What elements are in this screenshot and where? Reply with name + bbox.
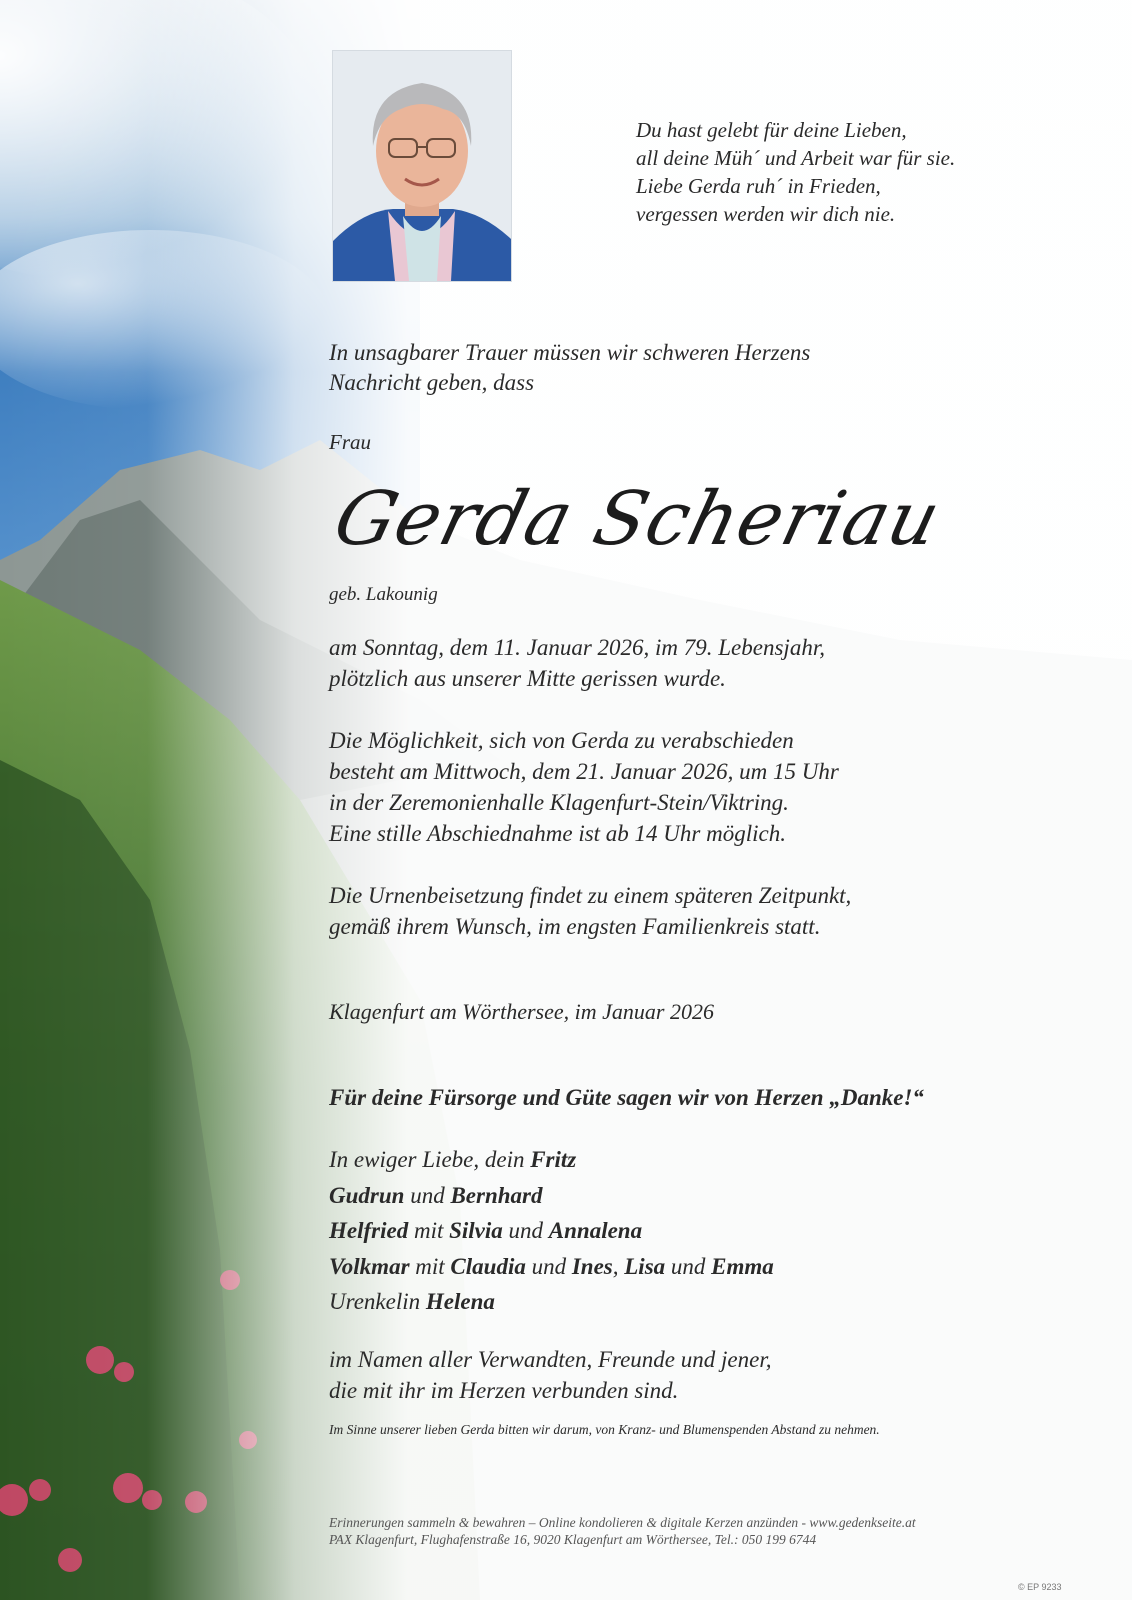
farewell-line: Die Möglichkeit, sich von Gerda zu verabschieden bbox=[329, 728, 794, 753]
farewell-info bbox=[329, 725, 839, 849]
urn-line: gemäß ihrem Wunsch, im engsten Familienkreis statt. bbox=[329, 914, 821, 939]
print-code: © EP 9233 bbox=[1018, 1582, 1062, 1592]
urn-line: Die Urnenbeisetzung findet zu einem späteren Zeitpunkt, bbox=[329, 883, 852, 908]
intro-line: Nachricht geben, dass bbox=[329, 370, 535, 395]
family-member-name: Helena bbox=[425, 1289, 495, 1314]
family-member-name: Annalena bbox=[548, 1218, 643, 1243]
poem-line: Liebe Gerda ruh´ in Frieden, bbox=[636, 174, 881, 198]
death-notice bbox=[329, 632, 825, 694]
family-member-name: Lisa bbox=[624, 1253, 666, 1279]
birth-name: geb. Lakounig bbox=[329, 584, 438, 605]
portrait-illustration bbox=[333, 51, 511, 281]
portrait-photo bbox=[332, 50, 512, 282]
family-text: mit bbox=[408, 1218, 450, 1243]
family-text: mit bbox=[409, 1253, 451, 1279]
place-date: Klagenfurt am Wörthersee, im Januar 2026 bbox=[329, 999, 714, 1024]
family-list bbox=[329, 1142, 774, 1320]
family-line bbox=[329, 1213, 774, 1249]
family-member-name: Volkmar bbox=[329, 1253, 410, 1279]
family-line bbox=[329, 1284, 774, 1320]
family-line bbox=[329, 1178, 774, 1214]
poem-line: all deine Müh´ und Arbeit war für sie. bbox=[636, 146, 956, 170]
closing-line: im Namen aller Verwandten, Freunde und jener, bbox=[329, 1347, 772, 1372]
salutation: Frau bbox=[329, 430, 371, 454]
family-member-name: Claudia bbox=[450, 1253, 526, 1279]
poem-line: vergessen werden wir dich nie. bbox=[636, 202, 896, 226]
closing-text bbox=[329, 1344, 771, 1406]
family-text: Urenkelin bbox=[329, 1289, 426, 1314]
family-member-name: Fritz bbox=[530, 1147, 577, 1172]
footer-line: Erinnerungen sammeln & bewahren – Online kondolieren & digitale Kerzen anzünden - www.gedenkseite.at bbox=[329, 1515, 916, 1530]
family-member-name: Silvia bbox=[449, 1218, 503, 1243]
family-text: In ewiger Liebe, dein bbox=[329, 1147, 531, 1172]
deceased-name: Gerda Scheriau bbox=[326, 476, 950, 562]
family-member-name: Bernhard bbox=[450, 1182, 543, 1208]
family-line bbox=[329, 1142, 774, 1178]
farewell-line: in der Zeremonienhalle Klagenfurt-Stein/Viktring. bbox=[329, 790, 789, 815]
family-text: und bbox=[665, 1253, 712, 1279]
intro-text bbox=[329, 338, 810, 398]
family-text: und bbox=[502, 1218, 549, 1243]
family-member-name: Helfried bbox=[329, 1218, 409, 1243]
family-text: , bbox=[612, 1253, 625, 1279]
poem bbox=[636, 116, 1056, 228]
family-member-name: Ines bbox=[571, 1253, 613, 1279]
thanks-line: Für deine Fürsorge und Güte sagen wir von Herzen „Danke!“ bbox=[329, 1085, 924, 1110]
death-notice-line: am Sonntag, dem 11. Januar 2026, im 79. Lebensjahr, bbox=[329, 635, 825, 660]
death-notice-line: plötzlich aus unserer Mitte gerissen wurde. bbox=[329, 666, 726, 691]
footer-line: PAX Klagenfurt, Flughafenstraße 16, 9020 Klagenfurt am Wörthersee, Tel.: 050 199 6744 bbox=[329, 1532, 817, 1547]
family-text: und bbox=[404, 1182, 451, 1208]
poem-line: Du hast gelebt für deine Lieben, bbox=[636, 118, 907, 142]
closing-line: die mit ihr im Herzen verbunden sind. bbox=[329, 1378, 679, 1403]
family-text: und bbox=[525, 1253, 572, 1279]
urn-burial-info bbox=[329, 880, 851, 942]
footer bbox=[329, 1514, 916, 1548]
donation-note: Im Sinne unserer lieben Gerda bitten wir darum, von Kranz- und Blumenspenden Abstand zu nehmen. bbox=[329, 1422, 880, 1437]
farewell-line: Eine stille Abschiednahme ist ab 14 Uhr möglich. bbox=[329, 821, 786, 846]
farewell-line: besteht am Mittwoch, dem 21. Januar 2026, um 15 Uhr bbox=[329, 759, 839, 784]
family-member-name: Emma bbox=[711, 1253, 774, 1279]
intro-line: In unsagbarer Trauer müssen wir schweren Herzens bbox=[329, 340, 811, 365]
family-member-name: Gudrun bbox=[329, 1182, 405, 1208]
family-line bbox=[329, 1249, 774, 1285]
